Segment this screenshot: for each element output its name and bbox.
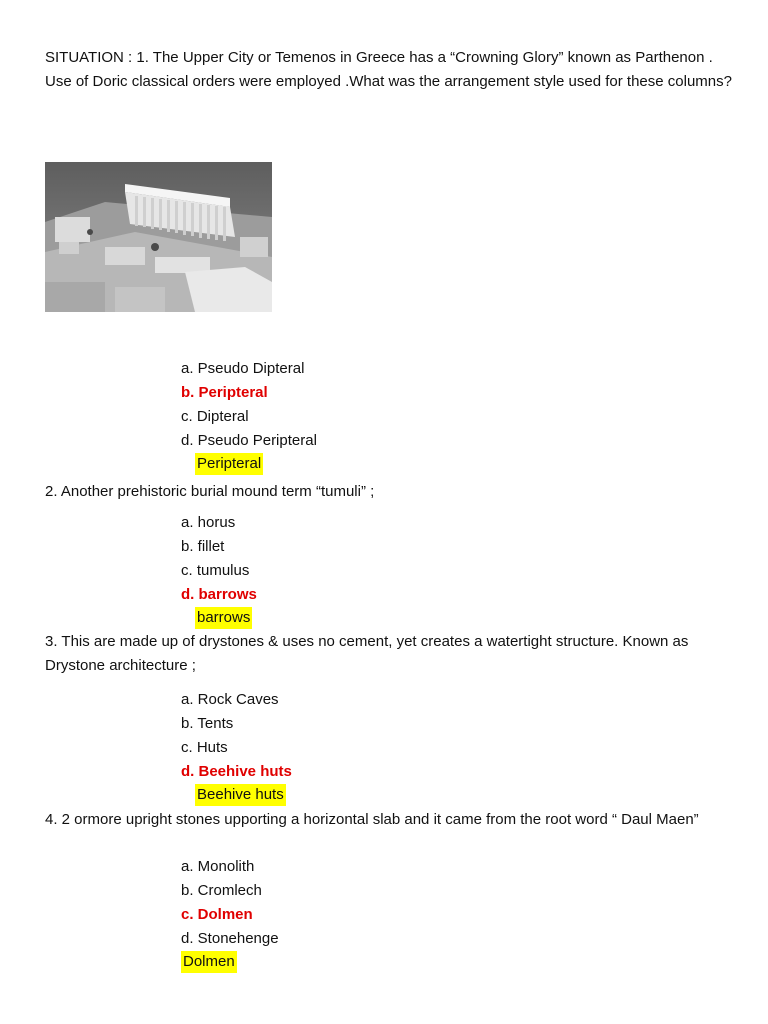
q3-option-a: a. Rock Caves — [181, 691, 279, 708]
q4-option-c: c. Dolmen — [181, 906, 253, 923]
q3-option-c: c. Huts — [181, 739, 228, 756]
q2-answer-highlight: barrows — [195, 607, 252, 629]
question-4-text: 4. 2 ormore upright stones upporting a horizontal slab and it came from the root word “ Daul Maen” — [45, 811, 699, 828]
q2-option-c: c. tumulus — [181, 562, 250, 579]
q4-answer-highlight: Dolmen — [181, 951, 237, 973]
q2-option-d: d. barrows — [181, 586, 257, 603]
q1-option-a: a. Pseudo Dipteral — [181, 360, 305, 377]
q4-option-a: a. Monolith — [181, 858, 255, 875]
q4-option-b: b. Cromlech — [181, 882, 262, 899]
q1-option-b: b. Peripteral — [181, 384, 268, 401]
q2-option-b: b. fillet — [181, 538, 225, 555]
parthenon-photo — [45, 162, 272, 312]
q1-answer-highlight: Peripteral — [195, 453, 263, 475]
q2-option-a: a. horus — [181, 514, 236, 531]
q1-option-d: d. Pseudo Peripteral — [181, 432, 317, 449]
question-3-text: 3. This are made up of drystones & uses no cement, yet creates a watertight structure. Known as Drystone architecture ; — [45, 633, 689, 674]
q1-option-c: c. Dipteral — [181, 408, 249, 425]
q3-answer-highlight: Beehive huts — [195, 784, 286, 806]
question-1-text: SITUATION : 1. The Upper City or Temenos in Greece has a “Crowning Glory” known as Parthenon . Use of Doric classical orders were employed .What was the arrangement style used for these columns? — [45, 49, 732, 90]
q3-option-b: b. Tents — [181, 715, 234, 732]
q4-option-d: d. Stonehenge — [181, 930, 279, 947]
question-2-text: 2. Another prehistoric burial mound term “tumuli” ; — [45, 483, 375, 500]
q3-option-d: d. Beehive huts — [181, 763, 292, 780]
